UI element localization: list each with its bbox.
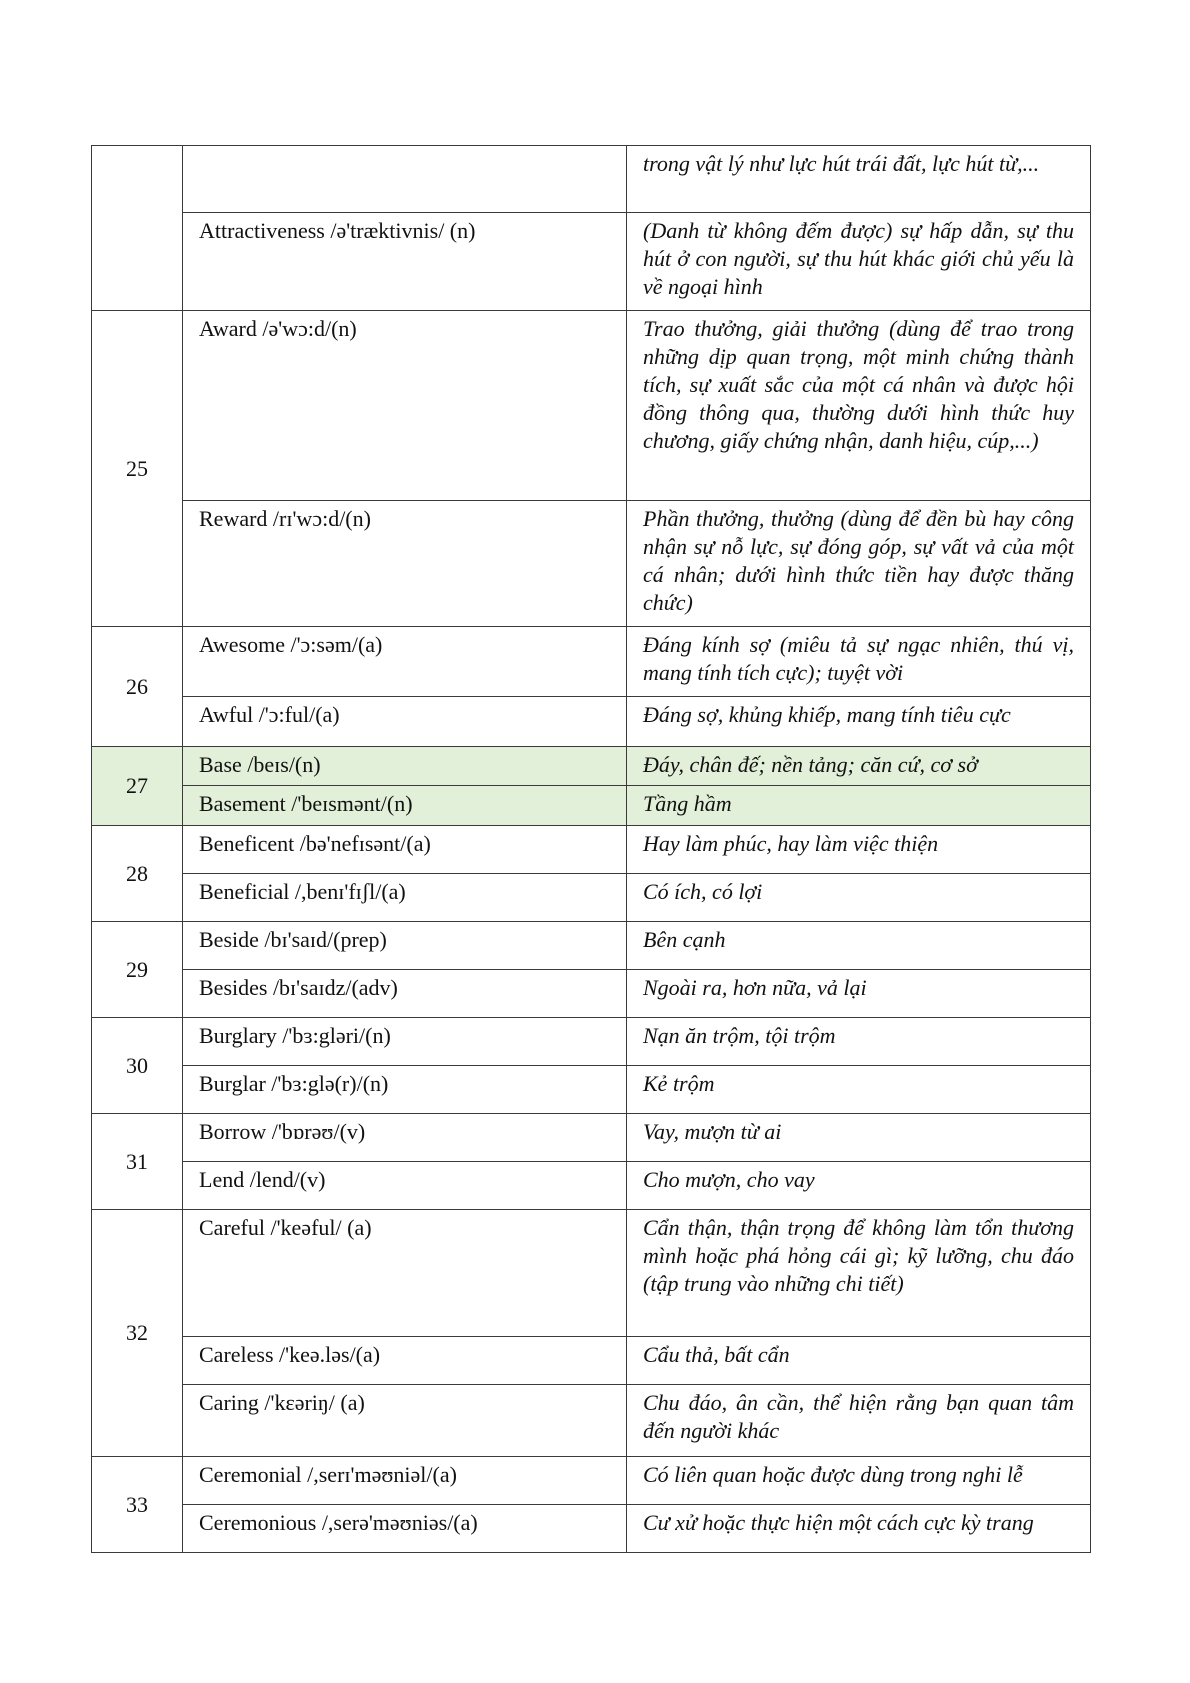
table-row: [92, 970, 1091, 1018]
vocabulary-table: [91, 145, 1091, 1553]
word-cell: Borrow /'bɒrəʊ/(v): [183, 1114, 627, 1162]
word-cell: Beneficial /,benɪ'fɪʃl/(a): [183, 874, 627, 922]
word-cell: Careful /'keəful/ (a): [183, 1210, 627, 1337]
table-row: [92, 1337, 1091, 1385]
entry-number: 29: [92, 922, 183, 1018]
definition-cell: Kẻ trộm: [627, 1066, 1091, 1114]
word-cell: Beneficent /bə'nefɪsənt/(a): [183, 826, 627, 874]
table-row-highlighted: [92, 786, 1091, 826]
table-row: [92, 874, 1091, 922]
definition-cell: Đáy, chân đế; nền tảng; căn cứ, cơ sở: [627, 747, 1091, 786]
definition-cell: Vay, mượn từ ai: [627, 1114, 1091, 1162]
word-cell: Careless /'keə.ləs/(a): [183, 1337, 627, 1385]
table-row: [92, 1457, 1091, 1505]
table-row: [92, 1210, 1091, 1337]
word-cell: Beside /bɪ'saɪd/(prep): [183, 922, 627, 970]
definition-cell: Cẩn thận, thận trọng để không làm tổn thương mình hoặc phá hỏng cái gì; kỹ lưỡng, chu đáo (tập trung vào những chi tiết): [627, 1210, 1091, 1337]
table-row: [92, 697, 1091, 747]
table-row: [92, 1385, 1091, 1457]
definition-cell: Có ích, có lợi: [627, 874, 1091, 922]
table-row: [92, 1066, 1091, 1114]
word-cell: Burglar /'bɜ:glə(r)/(n): [183, 1066, 627, 1114]
definition-cell: Cư xử hoặc thực hiện một cách cực kỳ trang: [627, 1505, 1091, 1553]
definition-cell: Chu đáo, ân cần, thể hiện rằng bạn quan tâm đến người khác: [627, 1385, 1091, 1457]
table-row: [92, 627, 1091, 697]
table-row: [92, 311, 1091, 501]
entry-number: 30: [92, 1018, 183, 1114]
word-cell: Awful /'ɔ:ful/(a): [183, 697, 627, 747]
definition-cell: Hay làm phúc, hay làm việc thiện: [627, 826, 1091, 874]
word-cell: Reward /rɪ'wɔ:d/(n): [183, 501, 627, 627]
table-row: [92, 501, 1091, 627]
definition-cell: trong vật lý như lực hút trái đất, lực hút từ,...: [627, 146, 1091, 213]
definition-cell: Phần thưởng, thưởng (dùng để đền bù hay công nhận sự nỗ lực, sự đóng góp, sự vất vả của một cá nhân; dưới hình thức tiền hay được thăng chức): [627, 501, 1091, 627]
word-cell: Besides /bɪ'saɪdz/(adv): [183, 970, 627, 1018]
entry-number: 27: [92, 747, 183, 826]
table-row: [92, 922, 1091, 970]
word-cell: Burglary /'bɜ:gləri/(n): [183, 1018, 627, 1066]
entry-number: 26: [92, 627, 183, 747]
word-cell: [183, 146, 627, 213]
entry-number-cell: [92, 146, 183, 311]
definition-cell: Đáng kính sợ (miêu tả sự ngạc nhiên, thú vị, mang tính tích cực); tuyệt vời: [627, 627, 1091, 697]
definition-cell: Cẩu thả, bất cẩn: [627, 1337, 1091, 1385]
table-row-highlighted: [92, 747, 1091, 786]
word-cell: Lend /lend/(v): [183, 1162, 627, 1210]
definition-cell: Nạn ăn trộm, tội trộm: [627, 1018, 1091, 1066]
word-cell: Caring /'kɛəriŋ/ (a): [183, 1385, 627, 1457]
entry-number: 32: [92, 1210, 183, 1457]
definition-cell: Bên cạnh: [627, 922, 1091, 970]
table-row: [92, 1505, 1091, 1553]
table-row: [92, 1018, 1091, 1066]
definition-cell: Trao thưởng, giải thưởng (dùng để trao trong những dịp quan trọng, một minh chứng thành tích, sự xuất sắc của một cá nhân và được hội đồng thông qua, thường dưới hình thức huy chương, giấy chứng nhận, danh hiệu, cúp,...): [627, 311, 1091, 501]
word-cell: Awesome /'ɔ:səm/(a): [183, 627, 627, 697]
entry-number: 31: [92, 1114, 183, 1210]
table-row: [92, 146, 1091, 213]
definition-cell: Đáng sợ, khủng khiếp, mang tính tiêu cực: [627, 697, 1091, 747]
word-cell: Ceremonious /,serə'məʊniəs/(a): [183, 1505, 627, 1553]
table-row: [92, 213, 1091, 311]
word-cell: Attractiveness /ə'træktivnis/ (n): [183, 213, 627, 311]
definition-cell: Tầng hầm: [627, 786, 1091, 826]
table-row: [92, 826, 1091, 874]
entry-number: 33: [92, 1457, 183, 1553]
definition-cell: (Danh từ không đếm được) sự hấp dẫn, sự thu hút ở con người, sự thu hút khác giới chủ yếu là về ngoại hình: [627, 213, 1091, 311]
word-cell: Ceremonial /,serɪ'məʊniəl/(a): [183, 1457, 627, 1505]
definition-cell: Cho mượn, cho vay: [627, 1162, 1091, 1210]
definition-cell: Có liên quan hoặc được dùng trong nghi lễ: [627, 1457, 1091, 1505]
table-row: [92, 1162, 1091, 1210]
word-cell: Award /ə'wɔ:d/(n): [183, 311, 627, 501]
word-cell: Base /beɪs/(n): [183, 747, 627, 786]
entry-number: 25: [92, 311, 183, 627]
word-cell: Basement /'beɪsmənt/(n): [183, 786, 627, 826]
entry-number: 28: [92, 826, 183, 922]
table-row: [92, 1114, 1091, 1162]
definition-cell: Ngoài ra, hơn nữa, vả lại: [627, 970, 1091, 1018]
